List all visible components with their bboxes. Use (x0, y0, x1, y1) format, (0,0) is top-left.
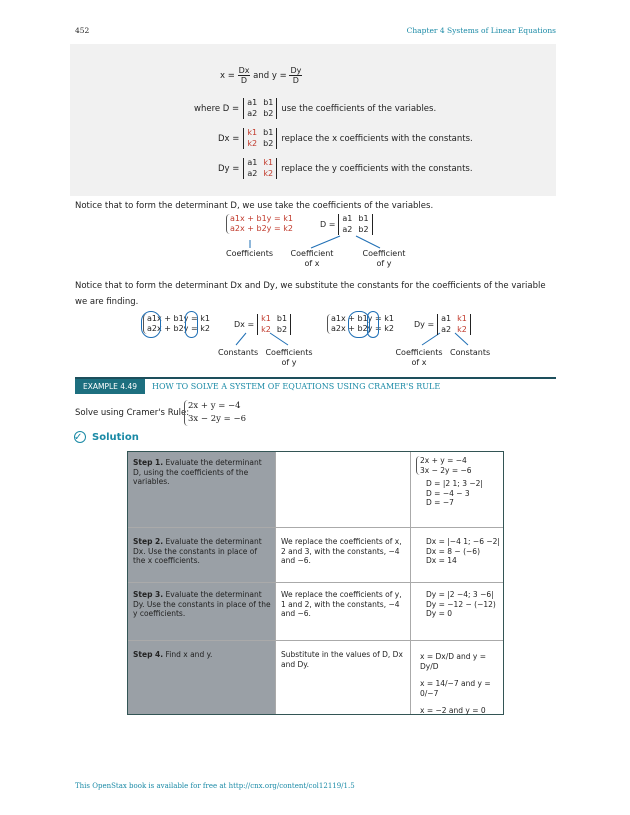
cell-b1: b1 (358, 214, 369, 223)
problem-text: Solve using Cramer's Rule: (75, 408, 190, 418)
step1-det: D = |2 1; 3 −2| (426, 479, 483, 488)
and-y-label: and y = (253, 71, 287, 81)
eq2: a2x + b2y = k2 (230, 224, 293, 233)
eq1: a1x + b1y = k1 (230, 214, 293, 223)
where-D-label: where D = (194, 103, 240, 114)
step4-text: Find x and y. (165, 650, 213, 659)
notice-2: Notice that to form the determinant Dx and Dy, we substitute the constants for the coefficients of the variable we are finding. (75, 281, 546, 307)
label-constants-1: Constants (218, 348, 259, 357)
step1-desc (133, 458, 271, 487)
cell-b2: b2 (263, 139, 274, 148)
step2-label: Step 2. (133, 537, 164, 546)
step2-calc: Dx = 8 − (−6) (426, 546, 480, 556)
det-Dx-diagram (257, 314, 291, 335)
cell-a1: a1 (247, 98, 258, 107)
cell-k2: k2 (247, 139, 258, 148)
Dy-label: Dy = (218, 163, 240, 174)
step1-work (416, 456, 500, 508)
solution-icon-circle (74, 431, 86, 443)
page-number: 452 (75, 26, 90, 35)
y-frac-num: Dy (290, 66, 302, 75)
step1-result: D = −7 (426, 498, 454, 507)
cell-k2: k2 (261, 325, 271, 334)
arrow-coef-x (311, 236, 340, 248)
notice-1: Notice that to form the determinant D, we use take the coefficients of the variables. (75, 201, 434, 211)
row-divider-2 (128, 582, 503, 583)
cell-k1: k1 (261, 314, 271, 323)
Dx-diagram (234, 314, 291, 335)
step1-label: Step 1. (133, 458, 164, 467)
cell-k1: k1 (263, 158, 274, 167)
cell-k2: k2 (263, 169, 274, 178)
label-coefs-x: Coefficients of x (395, 348, 443, 367)
cell-a2: a2 (247, 109, 258, 118)
step2-mid: We replace the coefficients of x, 2 and 3, with the constants, −4 and −6. (281, 537, 402, 565)
highlight-x-coefs (141, 311, 161, 338)
step4-result: x = −2 and y = 0 (420, 706, 486, 715)
problem-eq2: 3x − 2y = −6 (188, 414, 246, 424)
step4-substitute: x = 14/−7 and y = 0/−7 (420, 679, 491, 698)
eq1: a1x + b1y = k1 (147, 314, 210, 323)
col-divider-2 (410, 452, 411, 714)
example-number: EXAMPLE 4.49 (75, 379, 145, 394)
cell-b1: b1 (276, 314, 288, 323)
example-title: HOW TO SOLVE A SYSTEM OF EQUATIONS USING CRAMER'S RULE (152, 382, 441, 391)
Dy-diagram (414, 314, 471, 335)
eq1: a1x + b1y = k1 (331, 314, 394, 323)
step2-desc (133, 537, 271, 566)
row-divider-1 (128, 527, 503, 528)
problem-eq1: 2x + y = −4 (188, 401, 241, 411)
label-coef-x: Coefficient of x (290, 249, 334, 268)
highlight-constants (185, 311, 198, 338)
cell-a1: a1 (441, 314, 452, 323)
cell-b2: b2 (358, 225, 369, 234)
col-divider-1 (275, 452, 276, 714)
step1-eq2: 3x − 2y = −6 (420, 465, 472, 475)
step1-calc: D = −4 − 3 (426, 488, 470, 498)
step3-text: Evaluate the determinant Dy. Use the constants in place of the y coefficients. (133, 590, 271, 618)
problem-system (184, 400, 246, 426)
Dx-label: Dx = (218, 133, 240, 144)
cell-k2: k2 (457, 325, 467, 334)
step4-mid: Substitute in the values of D, Dx and Dy. (281, 650, 403, 669)
step4-formula: x = Dx/D and y = Dy/D (420, 652, 486, 671)
step3-desc (133, 590, 271, 619)
step4-label: Step 4. (133, 650, 164, 659)
cell-b1: b1 (263, 98, 274, 107)
cell-b2: b2 (263, 109, 274, 118)
eq2: a2x + b2y = k2 (147, 324, 210, 333)
step2-text: Evaluate the determinant Dx. Use the constants in place of the x coefficients. (133, 537, 262, 565)
label-coefs-y: Coefficients of y (265, 348, 313, 367)
cell-a1: a1 (247, 158, 258, 167)
det-Dy-diagram (437, 314, 471, 335)
arrow-coef-y (356, 236, 380, 248)
cell-k1: k1 (457, 314, 467, 323)
highlight-constants-2 (367, 311, 379, 338)
step3-mid: We replace the coefficients of y, 1 and 2, with the constants, −4 and −6. (281, 590, 402, 618)
step3-work (426, 590, 500, 619)
det-D-desc: use the coefficients of the variables. (281, 103, 437, 114)
step4-desc (133, 650, 271, 660)
label-constants-2: Constants (450, 348, 491, 357)
label-coefficients: Coefficients (226, 249, 274, 258)
y-frac-den: D (292, 76, 299, 85)
step4-work (420, 652, 502, 716)
steps-label-column (128, 452, 275, 714)
solution-label: Solution (92, 432, 139, 443)
det-Dx-desc: replace the x coefficients with the constants. (281, 133, 473, 144)
cell-a2: a2 (441, 325, 452, 334)
step3-calc: Dy = −12 − (−12) (426, 599, 496, 609)
label-coef-y: Coefficient of y (362, 249, 406, 268)
x-frac-num: Dx (238, 66, 250, 75)
D-eq-label: D = (320, 220, 336, 229)
footer-text: This OpenStax book is available for free at http://cnx.org/content/col12119/1.5 (75, 782, 355, 790)
step1-system (416, 456, 500, 475)
cell-a1: a1 (342, 214, 353, 223)
cell-b1: b1 (263, 128, 274, 137)
Dx-eq-label: Dx = (234, 320, 255, 329)
cell-a2: a2 (247, 169, 258, 178)
det-Dy-desc: replace the y coefficients with the constants. (281, 163, 473, 174)
cell-k1: k1 (247, 128, 258, 137)
Dy-eq-label: Dy = (414, 320, 435, 329)
x-eq-label: x = (220, 71, 235, 81)
cell-a2: a2 (342, 225, 353, 234)
solution-check-icon: ✓ (74, 432, 83, 443)
eq2: a2x + b2y = k2 (331, 324, 394, 333)
step3-result: Dy = 0 (426, 609, 453, 618)
step2-result: Dx = 14 (426, 556, 457, 565)
steps-table (127, 451, 504, 715)
step1-text: Evaluate the determinant D, using the coefficients of the variables. (133, 458, 262, 486)
step2-det: Dx = |−4 1; −6 −2| (426, 537, 500, 546)
step2-work (426, 537, 500, 566)
step3-label: Step 3. (133, 590, 164, 599)
example-top-rule (75, 377, 556, 379)
step1-eq1: 2x + y = −4 (420, 456, 467, 465)
x-frac-den: D (240, 76, 248, 85)
chapter-title: Chapter 4 Systems of Linear Equations (406, 26, 556, 35)
row-divider-3 (128, 640, 503, 641)
cell-b2: b2 (276, 325, 288, 334)
step3-det: Dy = |2 −4; 3 −6| (426, 590, 494, 599)
